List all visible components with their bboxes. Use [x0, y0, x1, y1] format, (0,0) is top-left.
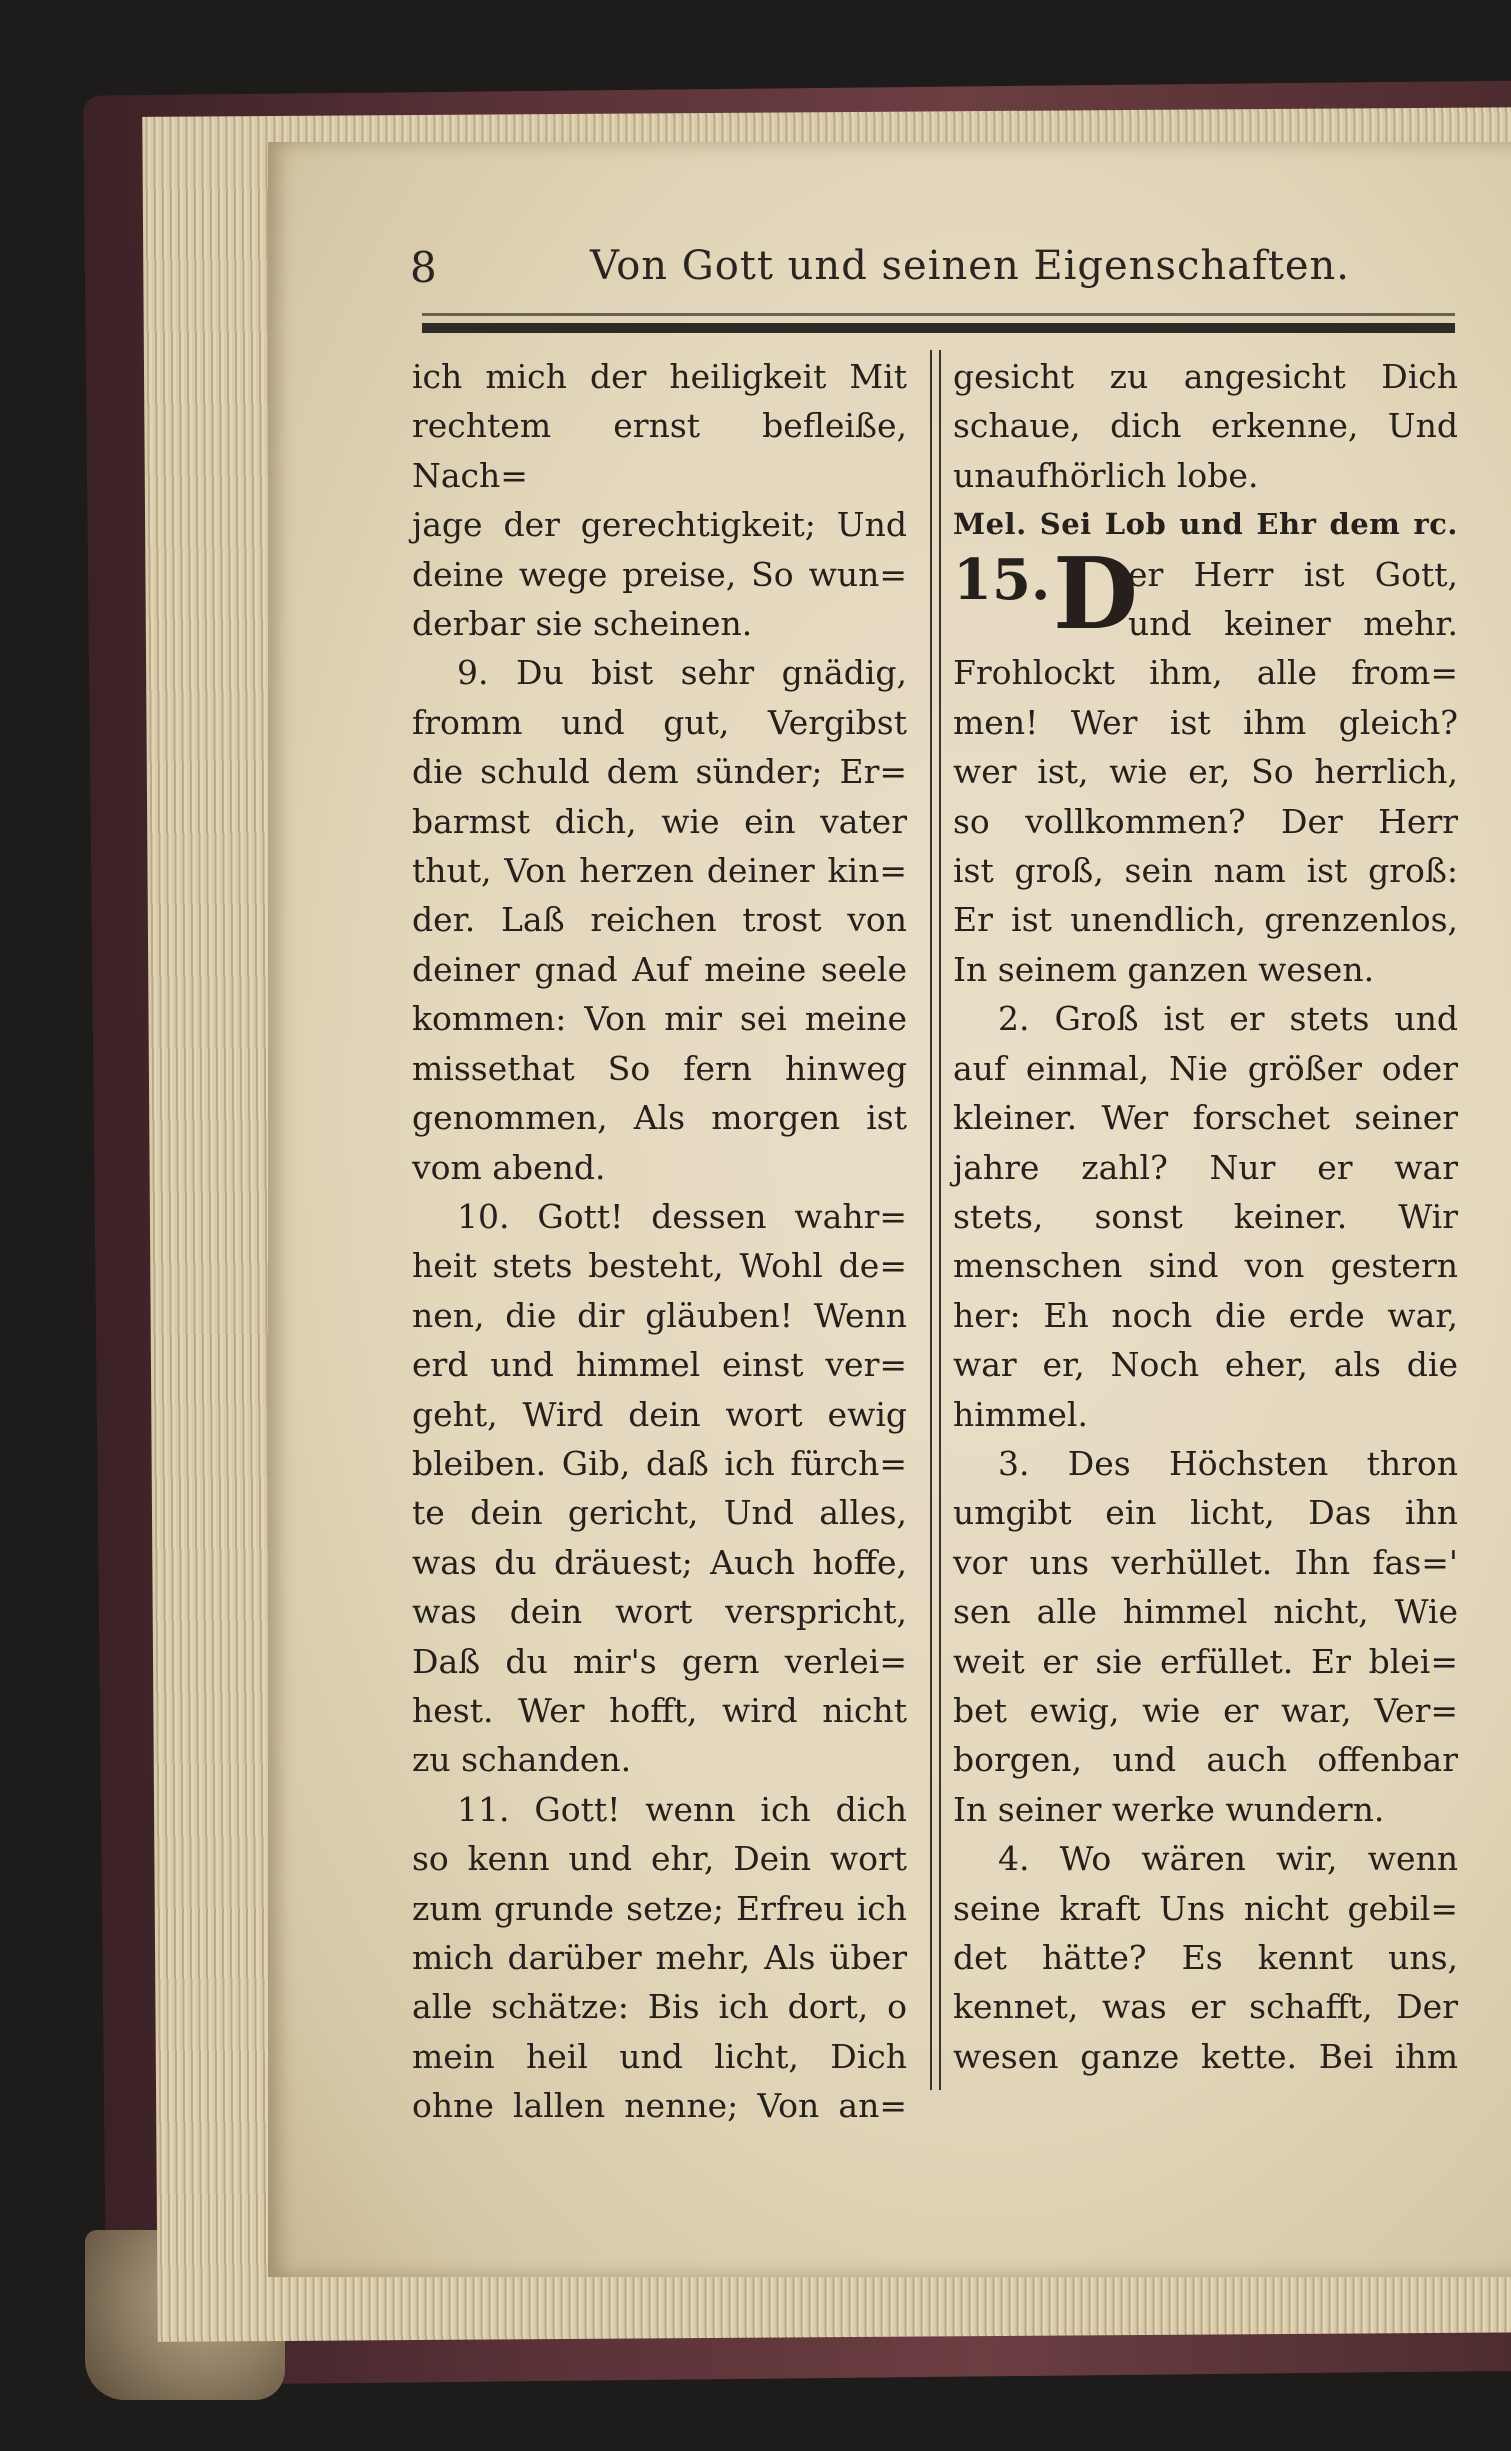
drop-cap: D — [1053, 536, 1138, 652]
text-line: jage der gerechtigkeit; Und — [412, 505, 907, 545]
text-line: men! Wer ist ihm gleich? — [953, 702, 1458, 742]
text-line: deine wege preise, So wun= — [412, 554, 907, 594]
text-line: her: Eh noch die erde war, — [953, 1295, 1458, 1335]
text-line: ist groß, sein nam ist groß: — [953, 851, 1458, 891]
text-line: derbar sie scheinen. — [412, 604, 753, 644]
text-line: schaue, dich erkenne, Und — [953, 406, 1458, 446]
text-line: was dein wort verspricht, — [412, 1592, 907, 1632]
running-head — [410, 235, 1450, 305]
text-line: deiner gnad Auf meine seele — [412, 949, 907, 989]
verse-start-4: 4. Wo wären wir, wenn — [998, 1839, 1458, 1879]
text-line: bet ewig, wie er war, Ver= — [953, 1690, 1458, 1730]
text-line: so kenn und ehr, Dein wort — [412, 1839, 907, 1879]
text-line: bleiben. Gib, daß ich fürch= — [412, 1443, 907, 1483]
hymn-number: 15. — [953, 546, 1051, 613]
text-line: rechtem ernst befleiße, Nach= — [412, 406, 907, 495]
header-rule-thin — [422, 313, 1455, 316]
text-line: war er, Noch eher, als die — [953, 1345, 1458, 1385]
text-line: kleiner. Wer forschet seiner — [953, 1098, 1458, 1138]
text-line: zum grunde setze; Erfreu ich — [412, 1888, 907, 1928]
header-rule-thick — [422, 323, 1455, 333]
text-line: In seinem ganzen wesen. — [953, 949, 1375, 989]
text-line: auf einmal, Nie größer oder — [953, 1048, 1458, 1088]
text-line: umgibt ein licht, Das ihn — [953, 1493, 1458, 1533]
text-line: vom abend. — [412, 1147, 606, 1187]
verse-start-9: 9. Du bist sehr gnädig, — [457, 653, 907, 693]
text-line: vor uns verhüllet. Ihn fas=' — [953, 1542, 1458, 1582]
text-line: kommen: Von mir sei meine — [412, 999, 907, 1039]
text-line: jahre zahl? Nur er war — [953, 1147, 1458, 1187]
text-line: fromm und gut, Vergibst — [412, 702, 907, 742]
text-line: alle schätze: Bis ich dort, o — [412, 1987, 907, 2027]
text-line: det hätte? Es kennt uns, — [953, 1938, 1458, 1977]
text-line: geht, Wird dein wort ewig — [412, 1394, 907, 1434]
text-line: Er ist unendlich, grenzenlos, — [953, 900, 1458, 940]
text-line: kennet, was er schafft, Der — [953, 1987, 1458, 2027]
text-line: gesicht zu angesicht Dich — [953, 357, 1458, 396]
page-title: Von Gott und seinen Eigenschaften. — [590, 243, 1351, 289]
text-line: genommen, Als morgen ist — [412, 1098, 907, 1138]
text-line: erd und himmel einst ver= — [412, 1345, 907, 1385]
verse-start-3: 3. Des Höchsten thron — [998, 1443, 1458, 1483]
text-line: thut, Von herzen deiner kin= — [412, 851, 907, 891]
text-line: zu schanden. — [412, 1740, 632, 1780]
text-line: so vollkommen? Der Herr — [953, 801, 1458, 841]
text-line: wesen ganze kette. Bei ihm — [953, 2036, 1458, 2076]
verse-start-10: 10. Gott! dessen wahr= — [457, 1196, 907, 1236]
text-line: der. Laß reichen trost von — [412, 900, 907, 940]
text-line: nen, die dir gläuben! Wenn — [412, 1295, 907, 1335]
hymn-first-line: er Herr ist Gott, — [1128, 554, 1458, 594]
melody-line: Mel. Sei Lob und Ehr dem rc. — [953, 507, 1458, 542]
text-line: te dein gericht, Und alles, — [412, 1493, 907, 1533]
text-line: wer ist, wie er, So herrlich, — [953, 752, 1458, 792]
hymn-second-line: und keiner mehr. — [1128, 604, 1458, 644]
text-line: was du dräuest; Auch hoffe, — [412, 1542, 907, 1582]
text-line: die schuld dem sünder; Er= — [412, 752, 907, 792]
column-divider — [930, 350, 941, 2090]
text-line: himmel. — [953, 1394, 1088, 1434]
hymn-start — [953, 536, 1458, 652]
text-line: Frohlockt ihm, alle from= — [953, 653, 1458, 693]
text-line: hest. Wer hofft, wird nicht — [412, 1690, 907, 1730]
text-line: menschen sind von gestern — [953, 1246, 1458, 1286]
page-number: 8 — [410, 243, 437, 292]
text-line: weit er sie erfüllet. Er blei= — [953, 1641, 1458, 1681]
text-line: sen alle himmel nicht, Wie — [953, 1592, 1458, 1632]
text-line: ich mich der heiligkeit Mit — [412, 357, 907, 396]
right-column — [953, 352, 1458, 2081]
text-line: ohne lallen nenne; Von an= — [412, 2086, 907, 2126]
text-line: seine kraft Uns nicht gebil= — [953, 1888, 1458, 1928]
text-line: stets, sonst keiner. Wir — [953, 1196, 1458, 1236]
text-line: mein heil und licht, Dich — [412, 2036, 907, 2076]
text-line: missethat So fern hinweg — [412, 1048, 907, 1088]
left-column — [412, 352, 907, 2131]
text-line: mich darüber mehr, Als über — [412, 1938, 907, 1977]
text-line: In seiner werke wundern. — [953, 1789, 1385, 1829]
text-line: Daß du mir's gern verlei= — [412, 1641, 907, 1681]
text-line: borgen, und auch offenbar — [953, 1740, 1458, 1780]
verse-start-11: 11. Gott! wenn ich dich — [457, 1789, 907, 1829]
text-line: heit stets besteht, Wohl de= — [412, 1246, 907, 1286]
text-line: barmst dich, wie ein vater — [412, 801, 907, 841]
text-line: unaufhörlich lobe. — [953, 455, 1259, 495]
verse-start-2: 2. Groß ist er stets und — [998, 999, 1458, 1039]
